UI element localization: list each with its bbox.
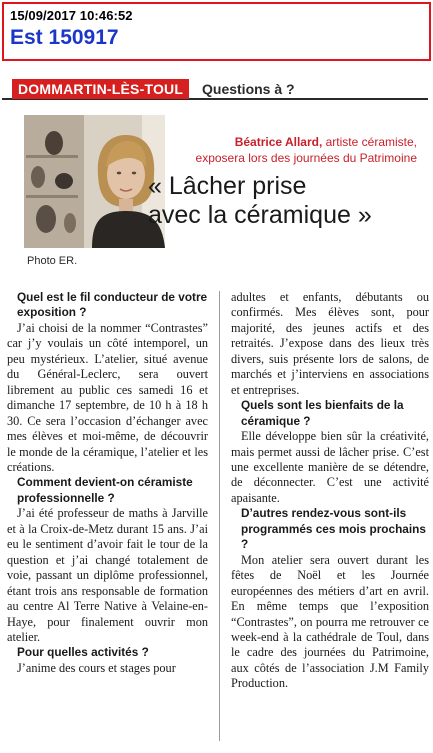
question-3: Pour quelles activités ? xyxy=(17,645,149,660)
byline xyxy=(196,134,417,166)
rubric-section: Questions à ? xyxy=(202,81,295,97)
interviewee-name: Béatrice Allard, xyxy=(234,135,323,149)
question-5: D’autres rendez-vous sont-ils programmés ces mois prochains ? xyxy=(241,506,426,552)
answer-4: Elle développe bien sûr la créativité, mais permet aussi de lâcher prise. C’est une excellente manière de se détendre, de déconnecter. C’est une activité apaisante. xyxy=(231,429,429,505)
byline-line-1 xyxy=(196,134,417,150)
answer-2: J’ai été professeur de maths à Jarville et à la Croix-de-Metz durant 15 ans. J’ai eu le sentiment d’avoir fait le tour de la question et j’ai changé totalement de voie, passant un diplôme professionnel, étant trois ans responsable de formation au centre Al Terre Native à Velaine-en-Haye, pour finalement ouvrir mon atelier. xyxy=(7,506,208,644)
answer-5: Mon atelier sera ouvert durant les fêtes de Noël et les Journée européennes des métiers d’art en avril. En même temps que l’exposition “Contrastes”, on pourra me retrouver ce week-end à la cathédrale de Toul, dans le cadre des journées du Patrimoine, aux côtés de l’association J.M Family Production. xyxy=(231,552,429,691)
answer-3-continued: adultes et enfants, débutants ou confirmés. Mes élèves sont, pour majorité, des jeunes actifs et des retraités. J’expose dans des lieux très divers, suis présente lors de salons, de marchés et j’interviens en associations et entreprises. xyxy=(231,290,429,397)
rubric-row xyxy=(0,79,433,105)
article-column-left xyxy=(7,290,208,676)
question-4: Quels sont les bienfaits de la céramique ? xyxy=(241,398,404,428)
headline xyxy=(148,172,372,230)
headline-line-1: « Lâcher prise xyxy=(148,172,307,200)
clipping-timestamp: 15/09/2017 10:46:52 xyxy=(10,8,133,23)
photo-caption: Photo ER. xyxy=(27,255,78,267)
question-2: Comment devient-on céramiste professionnelle ? xyxy=(17,475,193,505)
byline-line-2: exposera lors des journées du Patrimoine xyxy=(195,151,417,165)
interviewee-role: artiste céramiste, xyxy=(322,135,417,149)
column-divider xyxy=(219,291,220,741)
question-1: Quel est le fil conducteur de votre exposition ? xyxy=(17,290,208,320)
answer-3-start: J’anime des cours et stages pour xyxy=(17,660,176,675)
article-column-right xyxy=(231,290,429,692)
rubric-location: DOMMARTIN-LÈS-TOUL xyxy=(12,79,189,99)
headline-line-2: avec la céramique » xyxy=(148,201,372,229)
answer-1: J’ai choisi de la nommer “Contrastes” car j’y voulais un côté intemporel, un peu mystérieux. L’atelier, situé avenue du Général-Leclerc, sera ouvert librement au public ces samedi 16 et dimanche 17 septembre, de 10 h à 18 h 30. Ce sera l’occasion d’échanger avec mes élèves et moi-même, de découvrir le monde de la céramique, l’atelier et les créations. xyxy=(7,320,208,474)
portrait-photo xyxy=(24,115,165,248)
portrait-illustration xyxy=(24,115,165,248)
clipping-code: Est 150917 xyxy=(10,26,119,49)
clipping-header xyxy=(2,2,431,61)
